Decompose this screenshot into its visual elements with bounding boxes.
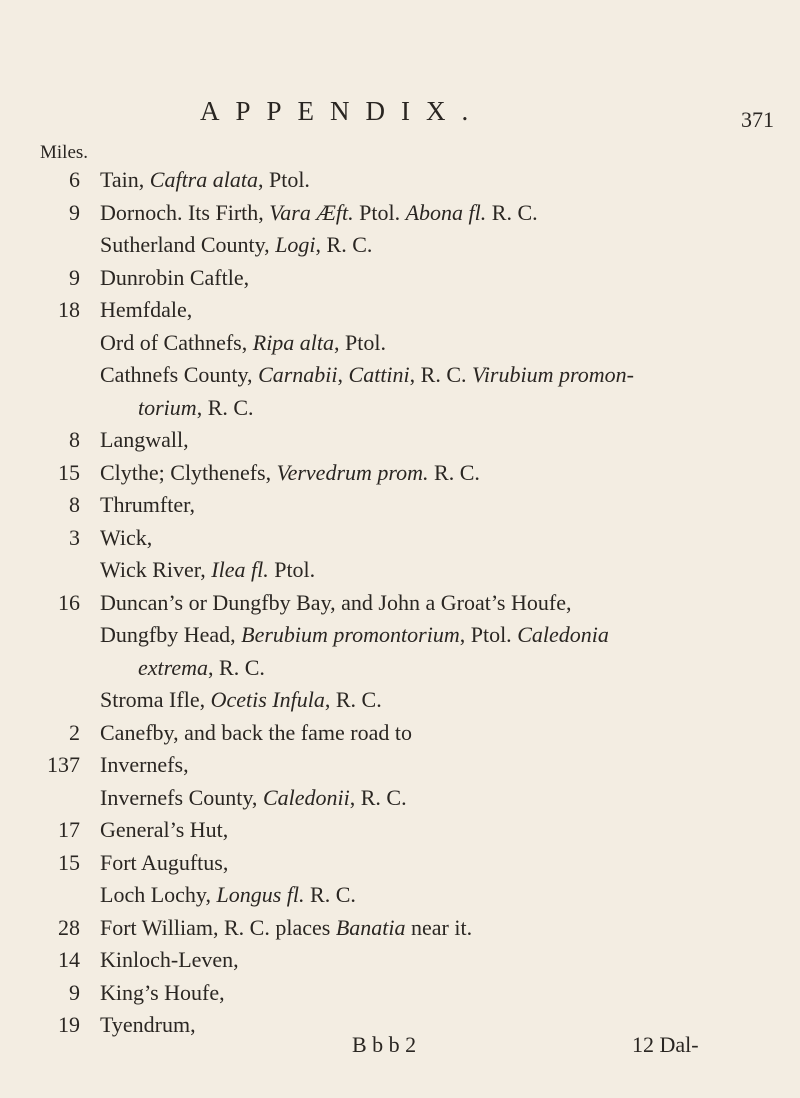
- signature-mark: B b b 2: [352, 1032, 417, 1057]
- text-run: Thrumfter,: [100, 492, 196, 517]
- latin-name: Vervedrum prom.: [276, 459, 429, 485]
- miles-value: 19: [58, 1012, 80, 1037]
- text-run: , Ptol.: [257, 167, 310, 192]
- itinerary-row: [0, 980, 800, 1013]
- text-run: R. C.: [428, 459, 480, 485]
- place-text: [100, 850, 228, 876]
- place-text: [100, 557, 315, 583]
- page-number: 371: [741, 107, 774, 132]
- text-run: Tain,: [100, 167, 150, 192]
- itinerary-row: [0, 947, 800, 980]
- place-text: [100, 232, 372, 258]
- miles-value: 18: [58, 297, 80, 322]
- place-text: [100, 622, 609, 648]
- place-text: [138, 655, 265, 681]
- itinerary-row: [0, 427, 800, 460]
- place-text: [100, 492, 195, 518]
- itinerary-row: [0, 525, 800, 558]
- miles-value: 9: [69, 199, 80, 225]
- miles-value: 9: [69, 979, 80, 1005]
- text-run: , R. C.: [315, 232, 373, 257]
- itinerary-row: [0, 460, 800, 493]
- text-run: Duncan’s or Dungfby Bay, and John a Groat’s Houfe,: [100, 589, 572, 615]
- itinerary-row: [0, 200, 800, 233]
- place-text: [100, 720, 412, 746]
- itinerary-row: [0, 265, 800, 298]
- latin-name: Virubium promon-: [472, 362, 634, 387]
- place-text: [100, 817, 228, 843]
- latin-name: Caledonii: [262, 784, 350, 810]
- latin-name: Ilea fl.: [211, 557, 269, 582]
- itinerary-row: [0, 362, 800, 395]
- text-run: Canefby, and back the fame road to: [100, 719, 412, 745]
- text-run: , R. C.: [349, 784, 407, 810]
- text-run: R. C.: [486, 199, 538, 225]
- miles-value: 16: [58, 589, 80, 615]
- latin-name: Cattini: [348, 362, 410, 387]
- text-run: Langwall,: [100, 427, 189, 452]
- latin-name: Logi: [275, 232, 316, 257]
- itinerary-row: [0, 817, 800, 850]
- itinerary-row: [0, 492, 800, 525]
- latin-name: Carnabii: [258, 362, 338, 387]
- latin-name: Longus fl.: [216, 882, 305, 907]
- place-text: [100, 915, 472, 941]
- place-text: [138, 395, 254, 421]
- text-run: Sutherland County,: [100, 232, 276, 257]
- text-run: Hemfdale,: [100, 297, 193, 322]
- latin-name: Caftra alata: [149, 167, 258, 192]
- running-head: APPENDIX.: [200, 96, 485, 126]
- miles-value: 8: [69, 492, 80, 517]
- text-run: , R. C.: [409, 362, 473, 387]
- miles-value: 8: [69, 427, 80, 452]
- text-run: , Ptol.: [334, 329, 386, 355]
- catchword: 12 Dal-: [632, 1032, 699, 1057]
- miles-value: 15: [58, 849, 80, 875]
- itinerary-row: [0, 720, 800, 753]
- itinerary-row: [0, 850, 800, 883]
- text-run: General’s Hut,: [100, 817, 229, 842]
- text-run: Wick River,: [100, 557, 212, 582]
- text-run: , Ptol.: [459, 622, 518, 647]
- itinerary-row: [0, 882, 800, 915]
- place-text: [100, 525, 152, 551]
- place-text: [100, 980, 225, 1006]
- latin-name: extrema: [138, 654, 209, 680]
- text-run: Ord of Cathnefs,: [100, 329, 253, 355]
- text-run: Fort William, R. C. places: [100, 914, 336, 940]
- place-text: [100, 882, 356, 908]
- place-text: [100, 947, 239, 973]
- itinerary-row: [0, 655, 800, 688]
- miles-value: 15: [58, 459, 80, 485]
- place-text: [100, 330, 386, 356]
- text-run: Dunrobin Caftle,: [100, 264, 250, 290]
- itinerary-row: [0, 752, 800, 785]
- place-text: [100, 460, 480, 486]
- latin-name: Vara Æft.: [269, 199, 354, 225]
- latin-name: Berubium promontorium: [241, 622, 460, 647]
- itinerary-row: [0, 785, 800, 818]
- itinerary-row: [0, 590, 800, 623]
- latin-name: Banatia: [335, 914, 406, 940]
- text-run: Ptol.: [268, 557, 316, 582]
- itinerary-row: [0, 297, 800, 330]
- miles-value: 14: [58, 947, 80, 972]
- latin-name: Abona fl.: [405, 199, 487, 225]
- itinerary-row: [0, 687, 800, 720]
- latin-name: torium: [138, 394, 197, 420]
- text-run: , R. C.: [324, 687, 382, 712]
- itinerary-row: [0, 330, 800, 363]
- text-run: Stroma Ifle,: [100, 687, 211, 712]
- miles-value: 137: [47, 752, 80, 777]
- text-run: Tyendrum,: [100, 1012, 196, 1037]
- miles-value: 28: [58, 914, 80, 940]
- text-run: King’s Houfe,: [100, 979, 225, 1005]
- itinerary-row: [0, 232, 800, 265]
- place-text: [100, 687, 382, 713]
- latin-name: Ocetis Infula: [210, 687, 325, 712]
- text-run: Dornoch. Its Firth,: [100, 199, 270, 225]
- itinerary-list: [0, 167, 800, 1045]
- text-run: near it.: [405, 914, 473, 940]
- text-run: Kinloch-Leven,: [100, 947, 239, 972]
- text-run: , R. C.: [196, 394, 254, 420]
- miles-value: 2: [69, 719, 80, 745]
- text-run: Clythe; Clythenefs,: [100, 459, 277, 485]
- text-run: Fort Auguftus,: [100, 849, 229, 875]
- itinerary-row: [0, 915, 800, 948]
- text-run: Invernefs County,: [100, 784, 263, 810]
- place-text: [100, 200, 538, 226]
- text-run: Invernefs,: [100, 752, 189, 777]
- place-text: [100, 297, 192, 323]
- itinerary-row: [0, 557, 800, 590]
- text-run: Wick,: [100, 524, 153, 550]
- place-text: [100, 362, 634, 388]
- place-text: [100, 1012, 196, 1038]
- place-text: [100, 427, 189, 453]
- itinerary-row: [0, 395, 800, 428]
- text-run: ,: [337, 362, 349, 387]
- text-run: , R. C.: [208, 654, 265, 680]
- text-run: Loch Lochy,: [100, 882, 217, 907]
- miles-value: 17: [58, 817, 80, 842]
- place-text: [100, 167, 310, 193]
- itinerary-row: [0, 622, 800, 655]
- miles-value: 9: [69, 264, 80, 290]
- miles-value: 6: [69, 167, 80, 192]
- place-text: [100, 752, 189, 778]
- text-run: R. C.: [304, 882, 356, 907]
- miles-value: 3: [69, 524, 80, 550]
- text-run: Ptol.: [353, 199, 406, 225]
- miles-column-head: Miles.: [40, 142, 89, 163]
- text-run: Cathnefs County,: [100, 362, 259, 387]
- latin-name: Caledonia: [517, 622, 609, 647]
- place-text: [100, 265, 249, 291]
- place-text: [100, 785, 407, 811]
- place-text: [100, 590, 571, 616]
- text-run: Dungfby Head,: [100, 622, 242, 647]
- itinerary-row: [0, 167, 800, 200]
- latin-name: Ripa alta: [252, 329, 335, 355]
